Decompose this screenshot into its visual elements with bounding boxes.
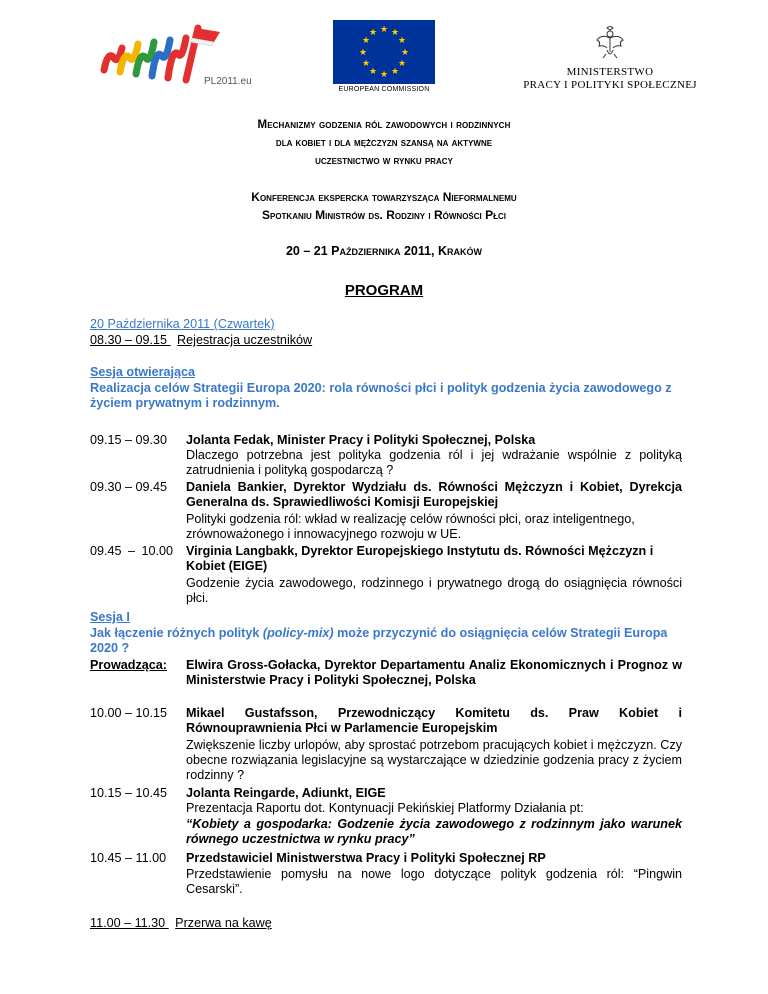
session-one-item-2-quote: “Kobiety a gospodarka: Godzenie życia zawodowego z rodzinnym jako warunek równego uczestnictwa w rynku pracy” bbox=[186, 817, 682, 846]
moderator-name: Elwira Gross-Gołacka, Dyrektor Departamentu Analiz Ekonomicznych i Prognoz w Ministerstwie Pracy i Polityki Społecznej, Polska bbox=[186, 658, 682, 687]
opening-item-3-topic: Godzenie życia zawodowego, rodzinnego i prywatnego drogą do osiągnięcia równości płci. bbox=[186, 576, 682, 605]
session-one-item-1-speaker: Mikael Gustafsson, Przewodniczący Komitetu ds. Praw Kobiet i Równouprawnienia Płci w Parlamencie Europejskim bbox=[186, 706, 682, 735]
session-one-item-1-time: 10.00 – 10.15 bbox=[90, 706, 168, 720]
ministry-name-line1: MINISTERSTWO bbox=[566, 66, 654, 78]
opening-session-label: Sesja otwierająca bbox=[90, 365, 196, 379]
opening-item-1-time: 09.15 – 09.30 bbox=[90, 433, 168, 447]
ministry-name-line2: PRACY I POLITYKI SPOŁECZNEJ bbox=[523, 79, 697, 91]
opening-item-2-topic: Polityki godzenia ról: wkład w realizację celów równości płci, oraz inteligentnego, zrównoważonego i innowacyjnego rozwoju w UE. bbox=[186, 512, 635, 541]
conference-line-1: Konferencja ekspercka towarzysząca Nieformalnemu bbox=[251, 190, 517, 204]
svg-text:★: ★ bbox=[390, 27, 400, 37]
eu-caption: EUROPEAN COMMISSION bbox=[338, 86, 430, 93]
svg-text:★: ★ bbox=[400, 47, 410, 57]
registration-row bbox=[90, 333, 690, 348]
moderator-label: Prowadząca: bbox=[90, 658, 167, 672]
svg-text:★: ★ bbox=[358, 47, 368, 57]
eagle-icon bbox=[595, 26, 625, 60]
registration-text: Rejestracja uczestników bbox=[177, 333, 313, 347]
session-one-item-2-topic: Prezentacja Raportu dot. Kontynuacji Pekińskiej Platformy Działania pt: bbox=[186, 801, 584, 815]
session-one-item-2-speaker: Jolanta Reingarde, Adiunkt, EIGE bbox=[186, 786, 386, 800]
session-one-item-3-time: 10.45 – 11.00 bbox=[90, 851, 167, 865]
opening-item-1-topic: Dlaczego potrzebna jest polityka godzenia ról i jej wdrażanie wspólnie z polityką zatrudnienia i polityką gospodarczą ? bbox=[186, 448, 682, 477]
session-one-title bbox=[90, 626, 682, 656]
session-one-item-3-topic: Przedstawienie pomysłu na nowe logo dotyczące polityk godzenia ról: “Pingwin Cesarski”. bbox=[186, 867, 682, 896]
svg-text:★: ★ bbox=[361, 58, 371, 68]
program-heading: PROGRAM bbox=[344, 282, 424, 299]
session-one-title-em: (policy-mix) bbox=[262, 626, 334, 640]
pl2011-logo bbox=[92, 20, 252, 92]
svg-text:★: ★ bbox=[390, 66, 400, 76]
session-one-item-1-topic: Zwiększenie liczby urlopów, aby sprostać potrzebom pracujących kobiet i mężczyzn. Czy obecne rozwiązania legislacyjne są wystarczające w dziedzinie godzenia pracy z życiem rodzinny ? bbox=[186, 738, 682, 782]
title-line-2: dla kobiet i dla mężczyzn szansą na aktywne bbox=[275, 137, 493, 149]
opening-item-3-time: 09.45 – 10.00 bbox=[90, 544, 174, 558]
title-line-1: Mechanizmy godzenia ról zawodowych i rodzinnych bbox=[257, 119, 511, 131]
opening-item-3-speaker: Virginia Langbakk, Dyrektor Europejskiego Instytutu ds. Równości Mężczyzn i Kobiet (EIGE) bbox=[186, 544, 654, 573]
break-text: Przerwa na kawę bbox=[175, 916, 272, 930]
opening-item-1-speaker: Jolanta Fedak, Minister Pracy i Polityki Społecznej, Polska bbox=[186, 433, 536, 447]
conference-line-2: Spotkaniu Ministrów ds. Rodziny i Równości Płci bbox=[261, 208, 506, 222]
svg-text:★: ★ bbox=[397, 58, 407, 68]
session-one-label: Sesja I bbox=[90, 610, 130, 624]
session-one-item-2-time: 10.15 – 10.45 bbox=[90, 786, 168, 800]
session-one-title-pre: Jak łączenie różnych polityk bbox=[90, 626, 263, 640]
session-one-title-post: może przyczynić do osiągnięcia celów Strategii Europa 2020 ? bbox=[90, 626, 668, 655]
title-line-3: uczestnictwo w rynku pracy bbox=[315, 155, 453, 167]
svg-text:★: ★ bbox=[379, 24, 389, 34]
ministry-logo bbox=[520, 26, 700, 96]
svg-text:★: ★ bbox=[397, 35, 407, 45]
pl2011-logo-text: PL2011.eu bbox=[204, 76, 252, 87]
break-row bbox=[90, 916, 690, 931]
session-one-item-3-speaker: Przedstawiciel Ministwerstwa Pracy i Polityki Społecznej RP bbox=[186, 851, 546, 865]
opening-item-2-time: 09.30 – 09.45 bbox=[90, 480, 168, 494]
eu-flag-icon bbox=[333, 20, 435, 84]
svg-text:★: ★ bbox=[379, 69, 389, 79]
registration-time: 08.30 – 09.15 bbox=[90, 333, 168, 347]
eu-logo bbox=[333, 20, 435, 98]
conference-dates: 20 – 21 Października 2011, Kraków bbox=[285, 244, 483, 258]
break-time: 11.00 – 11.30 bbox=[90, 916, 166, 930]
svg-text:★: ★ bbox=[361, 35, 371, 45]
svg-text:★: ★ bbox=[368, 66, 378, 76]
opening-item-2-speaker: Daniela Bankier, Dyrektor Wydziału ds. Równości Mężczyzn i Kobiet, Dyrekcja Generalna ds. Sprawiedliwości Komisji Europejskiej bbox=[186, 480, 682, 509]
day-label: 20 Października 2011 (Czwartek) bbox=[90, 317, 275, 331]
opening-session-title: Realizacja celów Strategii Europa 2020: rola równości płci i polityk godzenia życia zawodowego z życiem prywatnym i rodzinnym. bbox=[90, 381, 672, 410]
svg-text:★: ★ bbox=[368, 27, 378, 37]
